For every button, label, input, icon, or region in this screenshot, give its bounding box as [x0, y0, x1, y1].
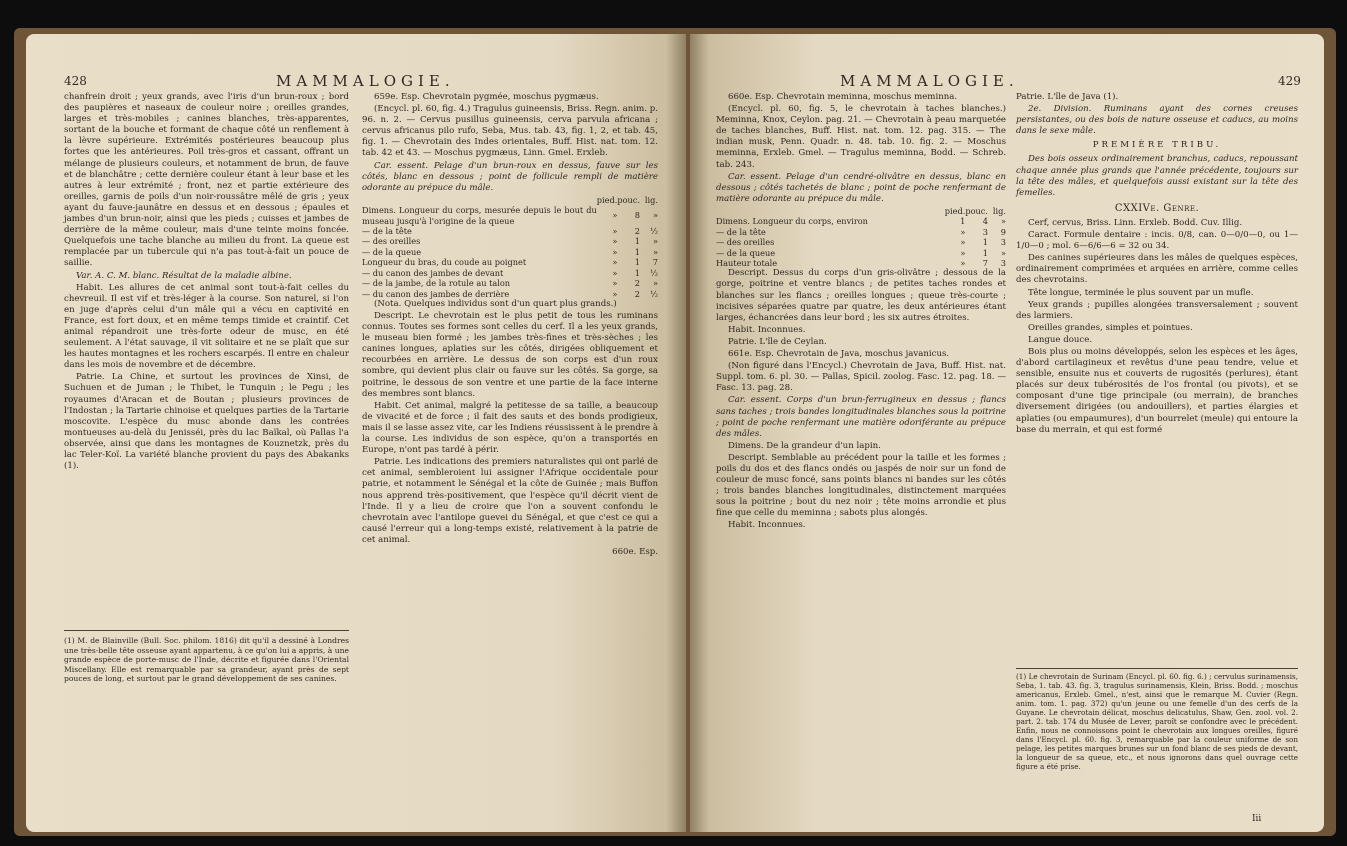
- paragraph: Habit. Cet animal, malgré la petitesse de sa taille, a beaucoup de vivacité et de force ; il fait des sauts et des bonds prodigieux, mais il se lasse assez vite, car les Indiens réussissent à le prendre à la course. Les individus de son espèce, qu'on a transportés en Europe, n'ont pas tardé à périr.: [362, 400, 658, 456]
- dim-label: — du canon des jambes de devant: [362, 267, 504, 278]
- tribe-description: Des bois osseux ordinairement branchus, caducs, repoussant chaque année plus grands que l'année précédente, toujours sur la tête des mâles, et quelquefois aussi existant sur la tête des femelles.: [1016, 154, 1298, 198]
- genus-heading: CXXIVe. Genre.: [1114, 202, 1200, 214]
- dim-value: »: [612, 210, 618, 221]
- footnote-rule: [64, 630, 349, 631]
- unit: pouc.: [617, 194, 640, 205]
- species-heading: 661e. Esp. Chevrotain de Java, moschus javanicus.: [728, 349, 950, 360]
- dim-value: 8: [634, 210, 640, 221]
- right-column-1: [716, 92, 1006, 533]
- page-number: 428: [64, 74, 87, 88]
- essential-characters: Car. essent. Corps d'un brun-ferrugineux en dessus ; flancs sans taches ; trois bandes longitudinales blanches sous la poitrine ; point de poche renfermant une matière odoriférante au prépuce des mâles.: [716, 395, 1006, 439]
- paragraph: Patrie. L'île de Java (1).: [1016, 92, 1119, 102]
- dim-value: 1: [982, 237, 988, 248]
- paragraph: Patrie. L'île de Ceylan.: [728, 336, 827, 347]
- paragraph: Patrie. La Chine, et surtout les provinces de Xinsi, de Suchuen et de Juman ; le Thibet, le Tunquin ; le Pegu ; les royaumes d'Aracan et de Boutan ; plusieurs provinces de l'Indostan ; la Tartarie chinoise et quelques parties de la Tartarie moscovite. L'espèce du musc abonde dans les contrées montueuses au-delà du Jenisséi, près du lac Baïkal, où Pallas l'a observée, ainsi que dans les montagnes de Kouznetzk, près du lac Teler-Koï. La variété blanche provient du pays des Abakanks (1).: [64, 372, 349, 472]
- dim-value: »: [960, 247, 966, 258]
- dim-value: 3: [1000, 257, 1006, 268]
- book-spread: [14, 28, 1336, 836]
- dim-value: »: [612, 236, 618, 247]
- dim-label: — de la queue: [362, 246, 422, 257]
- unit: pied.: [944, 205, 966, 216]
- dim-value: 1: [634, 236, 640, 247]
- dim-value: »: [612, 288, 618, 299]
- left-page: [26, 34, 686, 832]
- dim-value: »: [652, 278, 658, 289]
- footnote: (1) M. de Blainville (Bull. Soc. philom. 1816) dit qu'il a dessiné à Londres une très-belle tête osseuse ayant appartenu, à ce qu'on lui a appris, à une grande espèce de porte-musc de l'Inde, décrite et figurée dans l'Oriental Miscellany. Elle est remarquable par sa grandeur, ayant près de sept pouces de long, et surtout par le grand développement de ses canines.: [64, 636, 349, 684]
- dim-label: — de la tête: [716, 226, 766, 237]
- paragraph: Habit. Inconnues.: [728, 324, 806, 335]
- synonymy: (Encycl. pl. 60, fig. 4.) Tragulus guineensis, Briss. Regn. anim. p. 96. n. 2. — Cervus pusillus guineensis, cerva parvula africana ; cervus africanus pilo rufo, Seba, Mus. tab. 43, fig. 1, 2, et tab. 45, fig. 1. — Chevrotain des Indes orientales, Buff. Hist. nat. tom. 12. tab. 42 et 43. — Moschus pygmæus, Linn. Gmel. Erxleb.: [362, 104, 658, 159]
- dim-value: »: [960, 237, 966, 248]
- dental-formula: Caract. Formule dentaire : incis. 0/8, can. 0—0/0—0, ou 1—1/0—0 ; mol. 6—6/6—6 = 32 ou 34.: [1016, 230, 1298, 252]
- paragraph: Patrie. Les indications des premiers naturalistes qui ont parlé de cet animal, sembleroient lui assigner l'Afrique occidentale pour patrie, et notamment le Sénégal et la côte de Guinée ; mais Buffon nous apprend très-positivement, que l'espèce qu'il décrit vient de l'Inde. Il y a lieu de croire que l'on a souvent confondu le chevrotain avec l'antilope guevei du Sénégal, et que c'est ce qui a causé l'erreur qui a long-temps existé, relativement à la patrie de cet animal.: [362, 457, 658, 545]
- paragraph: Dimens. De la grandeur d'un lapin.: [728, 440, 881, 451]
- dim-label: — du canon des jambes de derrière: [362, 288, 510, 299]
- essential-characters: Car. essent. Pelage d'un brun-roux en dessus, fauve sur les côtés, blanc en dessous ; point de follicule rempli de matière odorante au prépuce du mâle.: [362, 160, 658, 193]
- dim-value: »: [612, 226, 618, 237]
- dim-value: 1: [634, 267, 640, 278]
- running-head: MAMMALOGIE.: [276, 72, 455, 90]
- genus-description: Cerf, cervus, Briss. Linn. Erxleb. Bodd. Cuv. Illig.: [1028, 217, 1243, 228]
- signature-mark: Iii: [1252, 814, 1262, 824]
- essential-characters: Car. essent. Pelage d'un cendré-olivâtre en dessus, blanc en dessous ; côtés tachetés de blanc ; point de poche renfermant de matière odorante au prépuce du mâle.: [716, 171, 1006, 204]
- paragraph: Var. A. C. M. blanc. Résultat de la maladie albine.: [76, 270, 292, 281]
- paragraph: Langue douce.: [1028, 334, 1093, 345]
- dim-value: 2: [634, 226, 640, 237]
- paragraph: chanfrein droit ; yeux grands, avec l'iris d'un brun-roux ; bord des paupières et naseaux de couleur noire ; oreilles grandes, larges et très-mobiles ; canines blanches, très-apparentes, sortant de la bouche et formant de chaque côté un renflement à la lèvre supérieure. Extrémités postérieures beaucoup plus fortes que les antérieures. Poil très-gros et cassant, offrant un mélange de plusieurs couleurs, et notamment de brun, de fauve et de blanchâtre ; cette dernière couleur étant à leur base et les autres à leur extrémité ; front, nez et partie extérieure des oreilles, garnis de poils d'un noir-roussâtre mêlé de gris ; yeux ayant du fauve-jaunâtre en dessus et en dessous ; épaules et jambes d'un brun-noir, ainsi que les pieds ; cuisses et jambes de derrière de la même couleur, mais d'une teinte moins foncée. Quelquefois une tache blanche au milieu du front. La queue est remplacée par un tubercule qui n'a pas tout-à-fait un pouce de saillie.: [64, 92, 349, 269]
- dimensions-table: [716, 206, 1006, 268]
- paragraph: Bois plus ou moins développés, selon les espèces et les âges, d'abord cartilagineux et revêtus d'une peau tendre, velue et sensible, ensuite nus et couverts de rugosités (perlures), étant placés sur deux tubérosités de l'os frontal (ou pivots), et se composant d'une tige principale (ou merrain), de branches diversement dirigées (ou andouillers), et parties élargies et aplaties (ou empaumures), d'un bourrelet (meule) qui entoure la base du merrain, et qui est formé: [1016, 346, 1298, 435]
- dim-value: »: [612, 246, 618, 257]
- dim-value: 9: [1000, 226, 1006, 237]
- paragraph: Yeux grands ; pupilles alongées transversalement ; souvent des larmiers.: [1016, 299, 1298, 321]
- paragraph: Descript. Le chevrotain est le plus petit de tous les ruminans connus. Toutes ses formes sont celles du cerf. Il a les yeux grands, le museau bien formé ; les jambes très-fines et très-sèches ; les canines longues, aplaties sur les côtés, dirigées obliquement et recourbées en arrière. Le dessus de son corps est d'un roux sombre, qui devient plus clair ou fauve sur les côtés. Sa gorge, sa poitrine, le dessous de son ventre et une partie de la face interne des membres sont blancs.: [362, 311, 658, 399]
- dim-value: »: [1000, 216, 1006, 227]
- dim-value: 7: [652, 257, 658, 268]
- dim-value: 1: [982, 247, 988, 258]
- dim-label: Longueur du bras, du coude au poignet: [362, 257, 527, 268]
- dim-value: ½: [650, 226, 658, 237]
- dim-label: — de la jambe, de la rotule au talon: [362, 278, 511, 289]
- dimensions-table: [362, 195, 658, 299]
- dim-value: »: [960, 226, 966, 237]
- running-head: MAMMALOGIE.: [840, 72, 1019, 90]
- synonymy: (Non figuré dans l'Encycl.) Chevrotain de Java, Buff. Hist. nat. Suppl. tom. 6. pl. 30. — Pallas, Spicil. zoolog. Fasc. 12. pag. 18. — Fasc. 13. pag. 28.: [716, 361, 1006, 394]
- unit: pouc.: [965, 205, 988, 216]
- paragraph: Des canines supérieures dans les mâles de quelques espèces, ordinairement comprimées et arquées en arrière, comme celles des chevrotains.: [1016, 253, 1298, 286]
- dim-label: — de la tête: [362, 226, 412, 237]
- right-column-2: [1016, 92, 1298, 437]
- dim-value: 1: [634, 257, 640, 268]
- dim-label: — de la queue: [716, 247, 776, 258]
- dim-value: »: [652, 210, 658, 221]
- dim-value: »: [612, 267, 618, 278]
- paragraph: Habit. Les allures de cet animal sont tout-à-fait celles du chevreuil. Il est vif et très-léger à la course. Son naturel, si l'on en juge d'après celui d'un mâle qui a vécu en captivité en France, est fort doux, et en même temps timide et craintif. Cet animal répandroit une très-forte odeur de musc, en été seulement. A l'état sauvage, il vit solitaire et ne se plaît que sur les hautes montagnes et les rochers escarpés. Il entre en chaleur dans les mois de novembre et de décembre.: [64, 282, 349, 371]
- footnote: (1) Le chevrotain de Surinam (Encycl. pl. 60. fig. 6.) ; cervulus surinamensis, Seba, 1. tab. 43. fig. 3, tragulus surinamensis, Klein, Briss. Bodd. ; moschus americanus, Erxleb. Gmel., n'est, ainsi que le remarque M. Cuvier (Regn. anim. tom. 1. pag. 372) qu'un jeune ou une femelle d'un des cerfs de la Guyane. Le chevrotain délicat, moschus delicatulus, Shaw, Gen. zool. vol. 2. part. 2. tab. 174 du Musée de Lever, paroît se confondre avec le précédent. Enfin, nous ne connoissons point le chevrotain aux longues oreilles, figuré dans l'Encycl. pl. 60. fig. 3, remarquable par la couleur uniforme de son pelage, les petites marques brunes sur un fond blanc de ses pieds de devant, la longueur de sa queue, etc., et nous ignorons dans quel ouvrage cette figure a été prise.: [1016, 672, 1298, 771]
- footnote-rule: [1016, 668, 1298, 669]
- synonymy: (Encycl. pl. 60, fig. 5, le chevrotain à taches blanches.) Meminna, Knox, Ceylon. pag. 21. — Chevrotain à peau marquetée de taches blanches, Buff. Hist. nat. tom. 12. pag. 315. — The indian musk, Penn. Quadr. n. 48. tab. 10. fig. 2. — Moschus meminna, Erxleb. Gmel. — Tragulus meminna, Bodd. — Schreb. tab. 243.: [716, 104, 1006, 170]
- division-heading: 2e. Division. Ruminans ayant des cornes creuses persistantes, ou des bois de nature osseuse et caducs, au moins dans le sexe mâle.: [1016, 104, 1298, 137]
- dim-value: ½: [650, 288, 658, 299]
- note: (Nota. Quelques individus sont d'un quart plus grands.): [374, 298, 617, 309]
- dim-value: 1: [634, 246, 640, 257]
- paragraph: Tête longue, terminée le plus souvent par un mufle.: [1028, 287, 1254, 298]
- paragraph: Descript. Dessus du corps d'un gris-olivâtre ; dessous de la gorge, poitrine et ventre blancs ; de petites taches rondes et blanches sur les flancs ; oreilles longues ; queue très-courte ; incisives séparées quatre par quatre, les deux antérieures étant larges, échancrées dans leur bord ; les six autres étroites.: [716, 268, 1006, 323]
- paragraph: Habit. Inconnues.: [728, 520, 806, 531]
- dim-label: Hauteur totale: [716, 257, 778, 268]
- catchword: 660e. Esp.: [612, 546, 658, 557]
- dim-value: »: [652, 236, 658, 247]
- dim-value: 2: [634, 288, 640, 299]
- unit: lig.: [992, 205, 1006, 216]
- left-column-2: [362, 92, 658, 559]
- left-column-1: [64, 92, 349, 473]
- dim-value: ½: [650, 267, 658, 278]
- dim-value: »: [1000, 247, 1006, 258]
- dim-value: 3: [1000, 237, 1006, 248]
- dim-value: »: [652, 246, 658, 257]
- page-number: 429: [1278, 74, 1301, 88]
- dim-label: Dimens. Longueur du corps, mesurée depuis le bout du museau jusqu'à l'origine de la queue: [362, 205, 597, 226]
- unit: lig.: [644, 194, 658, 205]
- dim-label: — des oreilles: [362, 236, 421, 247]
- dim-value: 3: [982, 226, 988, 237]
- dim-value: 2: [634, 278, 640, 289]
- dim-value: »: [960, 257, 966, 268]
- dim-value: 4: [982, 216, 988, 227]
- dim-label: Dimens. Longueur du corps, environ: [716, 216, 868, 227]
- right-page: [690, 34, 1324, 832]
- dim-value: 1: [960, 216, 966, 227]
- unit: pied.: [596, 194, 618, 205]
- species-heading: 660e. Esp. Chevrotain meminna, moschus meminna.: [728, 92, 958, 102]
- paragraph: Descript. Semblable au précédent pour la taille et les formes ; poils du dos et des flancs ondés ou jaspés de noir sur un fond de couleur de musc foncé, sans points blancs ni bandes sur les côtés ; trois bandes blanches longitudinales, distinctement marquées sous la poitrine ; bout du nez noir ; tête moins arrondie et plus fine que celle du meminna ; sabots plus alongés.: [716, 452, 1006, 519]
- species-heading: 659e. Esp. Chevrotain pygmée, moschus pygmæus.: [374, 92, 599, 102]
- dim-value: »: [612, 278, 618, 289]
- dim-value: 7: [982, 257, 988, 268]
- dim-label: — des oreilles: [716, 237, 775, 248]
- dim-value: »: [612, 257, 618, 268]
- tribe-heading: PREMIÈRE TRIBU.: [1092, 140, 1222, 151]
- paragraph: Oreilles grandes, simples et pointues.: [1028, 322, 1193, 333]
